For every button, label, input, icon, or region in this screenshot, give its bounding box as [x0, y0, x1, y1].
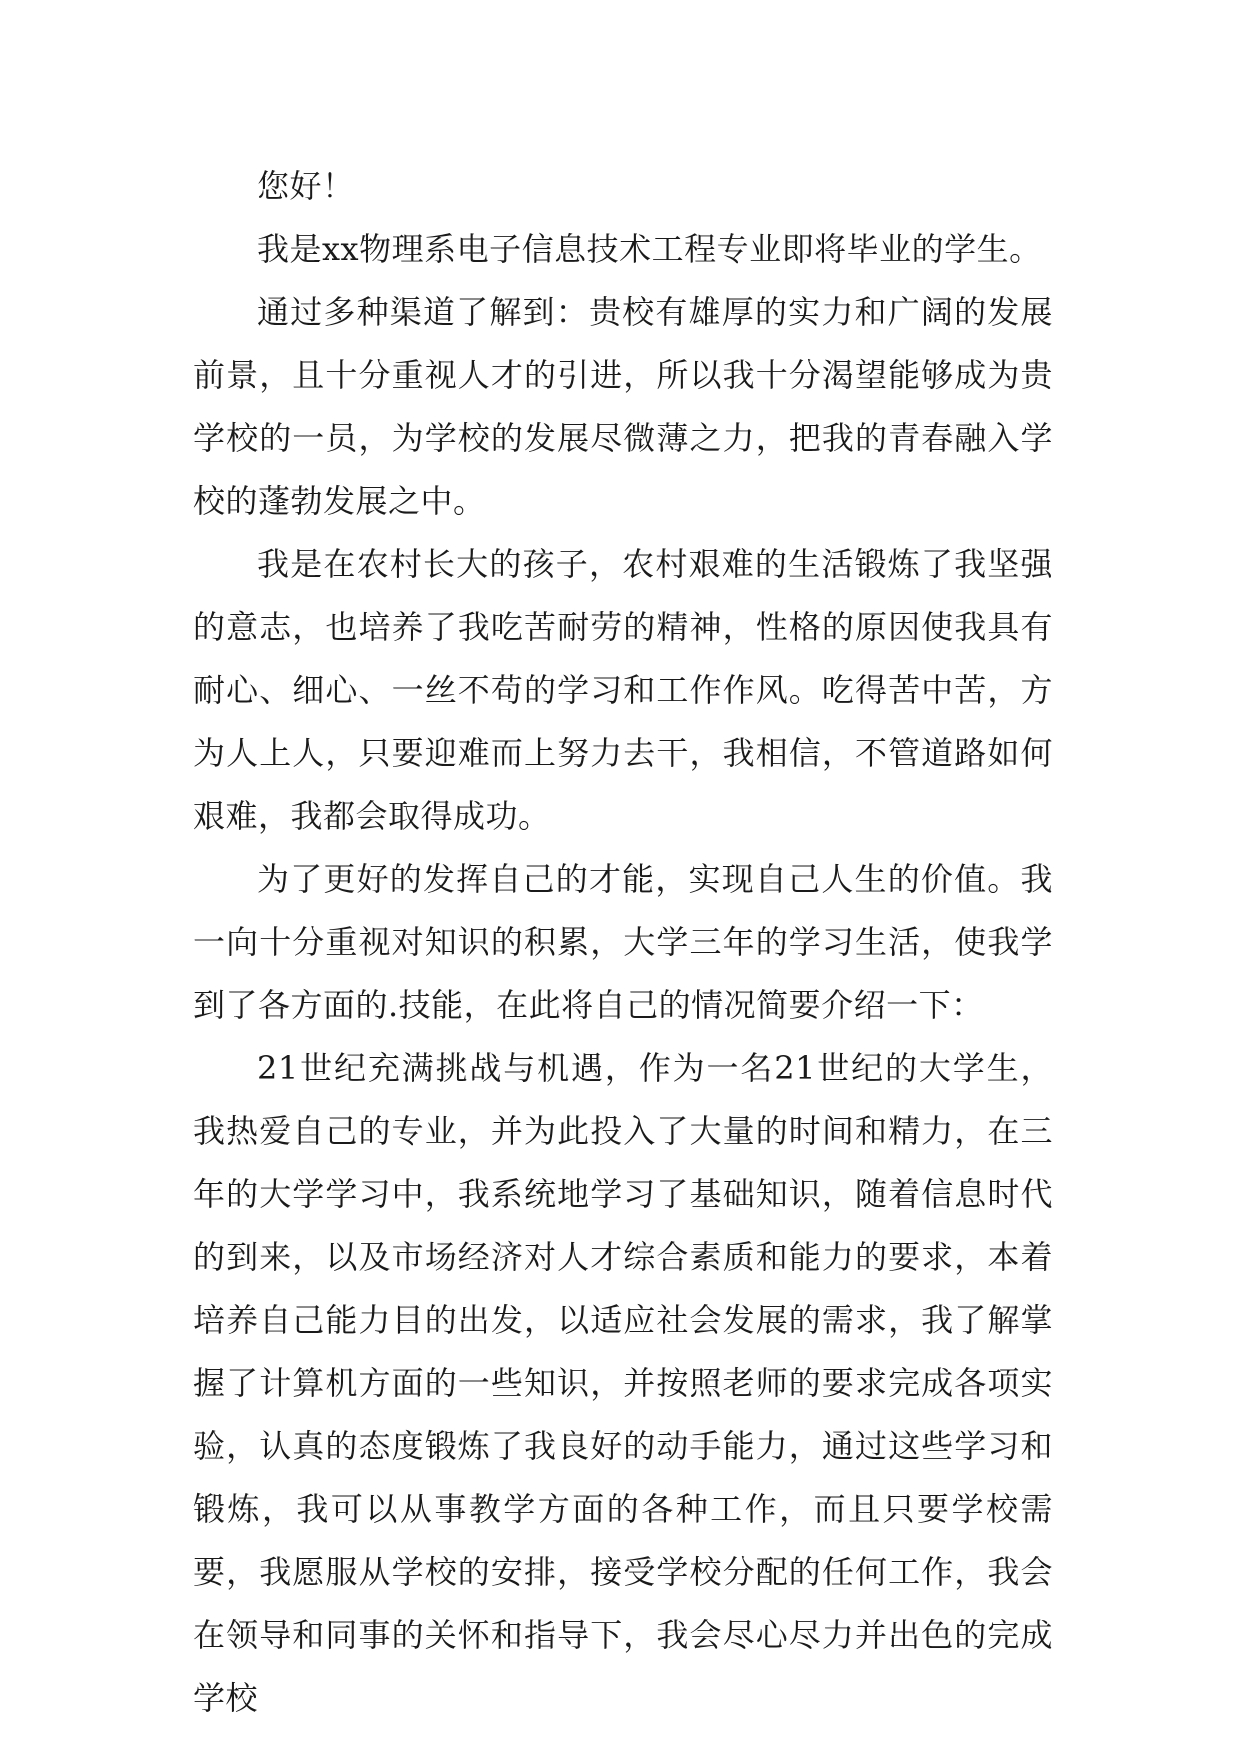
paragraph-knowledge: 为了更好的发挥自己的才能，实现自己人生的价值。我一向十分重视对知识的积累，大学三年的学习生活，使我学到了各方面的.技能，在此将自己的情况简要介绍一下：: [193, 860, 1053, 1024]
paragraph-introduction: 我是xx物理系电子信息技术工程专业即将毕业的学生。: [257, 230, 1042, 268]
paragraph-school-prospects: 通过多种渠道了解到：贵校有雄厚的实力和广阔的发展前景，且十分重视人才的引进，所以我十分渴望能够成为贵学校的一员，为学校的发展尽微薄之力，把我的青春融入学校的蓬勃发展之中。: [193, 293, 1053, 520]
letter-body: [193, 155, 1053, 1730]
paragraph-greeting: 您好！: [257, 167, 355, 205]
paragraph-background: 我是在农村长大的孩子，农村艰难的生活锻炼了我坚强的意志，也培养了我吃苦耐劳的精神，性格的原因使我具有耐心、细心、一丝不苟的学习和工作作风。吃得苦中苦，方为人上人，只要迎难而上努力去干，我相信，不管道路如何艰难，我都会取得成功。: [193, 545, 1053, 835]
paragraph-skills: 21世纪充满挑战与机遇，作为一名21世纪的大学生，我热爱自己的专业，并为此投入了大量的时间和精力，在三年的大学学习中，我系统地学习了基础知识，随着信息时代的到来，以及市场经济对人才综合素质和能力的要求，本着培养自己能力目的出发，以适应社会发展的需求，我了解掌握了计算机方面的一些知识，并按照老师的要求完成各项实验，认真的态度锻炼了我良好的动手能力，通过这些学习和锻炼，我可以从事教学方面的各种工作，而且只要学校需要，我愿服从学校的安排，接受学校分配的任何工作，我会在领导和同事的关怀和指导下，我会尽心尽力并出色的完成学校: [193, 1049, 1053, 1717]
